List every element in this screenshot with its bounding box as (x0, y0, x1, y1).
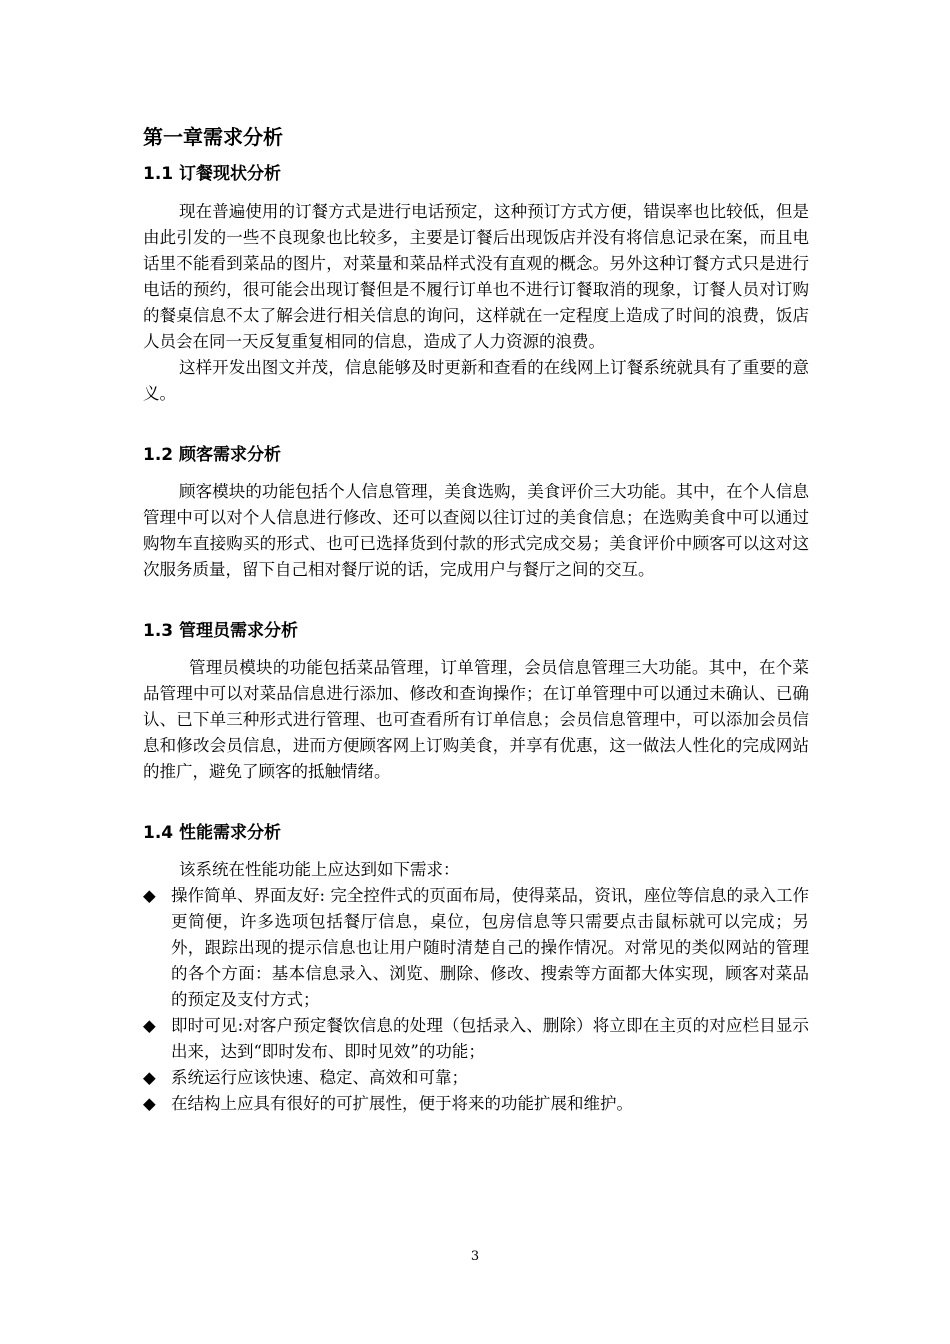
list-item (143, 1013, 809, 1065)
section-1-1-paragraph-1: 现在普遍使用的订餐方式是进行电话预定，这种预订方式方便，错误率也比较低，但是由此引发的一些不良现象也比较多，主要是订餐后出现饭店并没有将信息记录在案，而且电话里不能看到菜品的图片，对菜量和菜品样式没有直观的概念。另外这种订餐方式只是进行电话的预约，很可能会出现订餐但是不履行订单也不进行订餐取消的现象，订餐人员对订购的餐桌信息不太了解会进行相关信息的询问，这样就在一定程度上造成了时间的浪费，饭店人员会在同一天反复重复相同的信息，造成了人力资源的浪费。 (143, 202, 809, 351)
section-1-1-paragraph-2: 这样开发出图文并茂，信息能够及时更新和查看的在线网上订餐系统就具有了重要的意义。 (143, 358, 809, 403)
list-item (143, 1091, 809, 1117)
page-number: 3 (470, 1249, 480, 1264)
chapter-title: 第一章需求分析 (143, 125, 283, 149)
section-1-2-paragraph-1: 顾客模块的功能包括个人信息管理，美食选购，美食评价三大功能。其中，在个人信息管理中可以对个人信息进行修改、还可以查阅以往订过的美食信息；在选购美食中可以通过购物车直接购买的形式、也可已选择货到付款的形式完成交易；美食评价中顾客可以这对这次服务质量，留下自己相对餐厅说的话，完成用户与餐厅之间的交互。 (143, 482, 809, 579)
section-1-3-paragraph-1: 管理员模块的功能包括菜品管理，订单管理，会员信息管理三大功能。其中，在个菜品管理中可以对菜品信息进行添加、修改和查询操作；在订单管理中可以通过未确认、已确认、已下单三种形式进行管理、也可查看所有订单信息；会员信息管理中，可以添加会员信息和修改会员信息，进而方便顾客网上订购美食，并享有优惠，这一做法人性化的完成网站的推广，避免了顾客的抵触情绪。 (143, 658, 809, 781)
section-1-3-title: 1.3 管理员需求分析 (143, 621, 299, 641)
section-1-2-title: 1.2 顾客需求分析 (143, 445, 282, 465)
list-item-text: 操作简单、界面友好: 完全控件式的页面布局，使得菜品，资讯，座位等信息的录入工作更简便，许多选项包括餐厅信息，桌位，包房信息等只需要点击鼠标就可以完成；另外，跟踪出现的提示信息也让用户随时清楚自己的操作情况。对常见的类似网站的管理的各个方面：基本信息录入、浏览、删除、修改、搜索等方面都大体实现，顾客对菜品的预定及支付方式； (171, 886, 809, 1009)
section-1-4-intro: 该系统在性能功能上应达到如下需求： (179, 860, 460, 879)
diamond-bullet-icon: ◆ (143, 1068, 156, 1087)
list-item-text: 即时可见:对客户预定餐饮信息的处理（包括录入、删除）将立即在主页的对应栏目显示出来，达到“即时发布、即时见效”的功能； (171, 1016, 809, 1061)
requirements-list (143, 883, 809, 1117)
section-1-1-title: 1.1 订餐现状分析 (143, 164, 282, 184)
diamond-bullet-icon: ◆ (143, 886, 156, 905)
diamond-bullet-icon: ◆ (143, 1016, 156, 1035)
list-item (143, 883, 809, 1013)
page-content (143, 122, 809, 1117)
list-item-text: 系统运行应该快速、稳定、高效和可靠； (171, 1068, 468, 1087)
diamond-bullet-icon: ◆ (143, 1094, 156, 1113)
list-item-text: 在结构上应具有很好的可扩展性，便于将来的功能扩展和维护。 (171, 1094, 633, 1113)
list-item (143, 1065, 809, 1091)
section-1-4-title: 1.4 性能需求分析 (143, 823, 282, 843)
